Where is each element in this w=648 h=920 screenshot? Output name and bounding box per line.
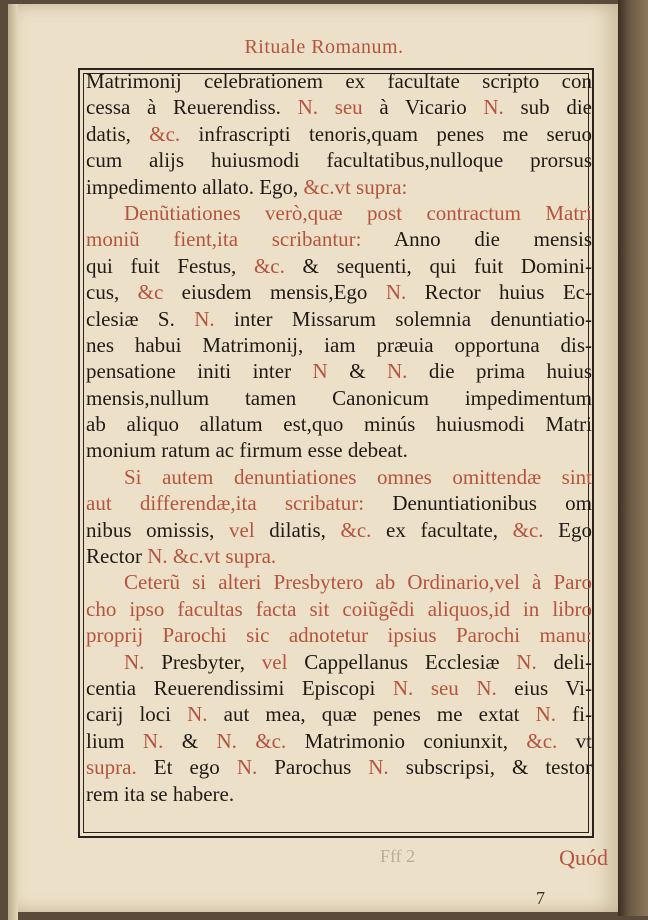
text-line: centia Reuerendissimi Episcopi N. seu N. eius Vi- <box>86 675 592 700</box>
text-line: cho ipso facultas facta sit coiũgẽdi aliquos,id in libro <box>86 596 592 621</box>
text-line: Rector N. &c.vt supra. <box>86 544 277 569</box>
text-line: nes habui Matrimonij, iam præuia opportuna dis- <box>86 332 592 357</box>
text-line: clesiæ S. N. inter Missarum solemnia denuntiatio- <box>86 306 592 331</box>
text-line: lium N. & N. &c. Matrimonio coniunxit, &c. vt <box>86 728 592 753</box>
text-line: cus, &c eiusdem mensis,Ego N. Rector huius Ec- <box>86 280 592 305</box>
text-block <box>86 68 592 807</box>
text-line: carij loci N. aut mea, quæ penes me extat N. fi- <box>86 702 592 727</box>
text-line: Si autem denuntiationes omnes omittendæ sint <box>124 464 592 489</box>
book-edge <box>618 0 648 916</box>
text-line: proprij Parochi sic adnotetur ipsius Parochi manu: <box>86 623 592 648</box>
text-line: cum alijs huiusmodi facultatibus,nulloque prorsus <box>86 148 592 173</box>
text-line: qui fuit Festus, &c. & sequenti, qui fuit Domini- <box>86 253 592 278</box>
text-line: mensis,nullum tamen Canonicum impedimentum <box>86 385 592 410</box>
text-line: ab aliquo allatum est,quo minús huiusmodi Matri <box>86 412 592 437</box>
text-line: Matrimonij celebrationem ex facultate scripto con <box>86 69 592 93</box>
corner-mark: 7 <box>536 888 545 908</box>
text-line: monium ratum ac firmum esse debeat. <box>86 438 408 463</box>
text-line: aut differendæ,ita scribatur: Denuntiationibus om <box>86 491 592 516</box>
text-line: N. Presbyter, vel Cappellanus Ecclesiæ N. deli- <box>124 649 592 674</box>
text-line: impedimento allato. Ego, &c.vt supra: <box>86 174 408 199</box>
text-line: moniũ fient,ita scribantur: Anno die mensis <box>86 227 592 252</box>
signature-mark: Fff 2 <box>380 846 416 866</box>
text-line: Ceterũ si alteri Presbytero ab Ordinario,vel à Paro <box>124 570 592 595</box>
text-line: Denũtiationes verò,quæ post contractum Matri <box>124 200 592 225</box>
gutter-shadow <box>8 4 18 920</box>
running-head: Rituale Romanum. <box>244 36 404 54</box>
text-line: rem ita se habere. <box>86 781 235 806</box>
text-line: supra. Et ego N. Parochus N. subscripsi, & testor <box>86 755 592 780</box>
text-line: datis, &c. infrascripti tenoris,quam penes me seruo <box>86 121 592 146</box>
text-line: pensatione initi inter N & N. die prima huius <box>86 359 592 384</box>
catchword: Quód <box>559 845 608 870</box>
text-line: cessa à Reuerendiss. N. seu à Vicario N. sub die <box>86 95 592 120</box>
text-line: nibus omissis, vel dilatis, &c. ex facultate, &c. Ego <box>86 517 592 542</box>
